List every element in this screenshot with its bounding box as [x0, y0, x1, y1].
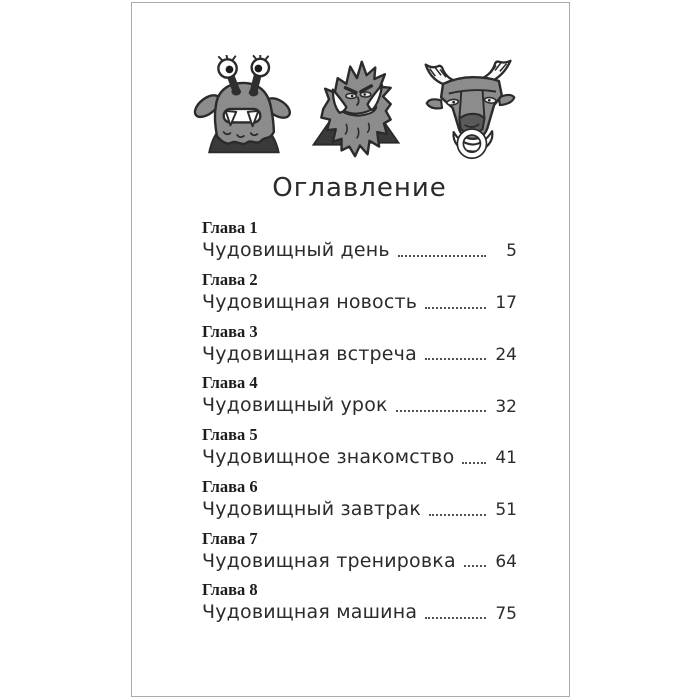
- toc-entry: [202, 219, 517, 262]
- toc-entry: [202, 374, 517, 417]
- slug-monster-icon: [189, 55, 295, 161]
- chapter-page-number: 41: [495, 448, 517, 469]
- toc-entry: [202, 271, 517, 314]
- chapter-title: Чудовищная тренировка: [202, 549, 456, 572]
- chapter-page-number: 32: [495, 396, 517, 417]
- chapter-page-number: 75: [495, 603, 517, 624]
- chapter-line: [202, 601, 517, 624]
- dot-leader: [398, 255, 486, 257]
- chapter-line: [202, 446, 517, 469]
- chapter-line: [202, 498, 517, 521]
- chapter-page-number: 5: [506, 241, 517, 262]
- chapter-header: Глава 6: [202, 476, 258, 496]
- toc-list: [202, 219, 517, 624]
- chapter-header: Глава 7: [202, 528, 258, 548]
- toc-entry: [202, 478, 517, 521]
- toc-entry: [202, 426, 517, 469]
- dot-leader: [425, 358, 486, 360]
- chapter-header: Глава 2: [202, 269, 258, 289]
- dot-leader: [429, 514, 486, 516]
- chapter-page-number: 24: [495, 344, 517, 365]
- dot-leader: [425, 617, 486, 619]
- page-title: Оглавление: [272, 173, 447, 203]
- chapter-title: Чудовищная машина: [202, 601, 418, 624]
- dot-leader: [396, 410, 486, 412]
- chapter-page-number: 64: [495, 551, 517, 572]
- toc-entry: [202, 530, 517, 573]
- chapter-title: Чудовищная новость: [202, 290, 418, 313]
- chapter-title: Чудовищная встреча: [202, 342, 417, 365]
- chapter-title: Чудовищный день: [202, 238, 390, 261]
- bull-monster-icon: [417, 55, 523, 161]
- chapter-line: [202, 239, 517, 262]
- dot-leader: [462, 462, 486, 464]
- chapter-title: Чудовищное знакомство: [202, 446, 455, 469]
- chapter-line: [202, 394, 517, 417]
- toc-entry: [202, 323, 517, 366]
- chapter-line: [202, 343, 517, 366]
- chapter-header: Глава 3: [202, 321, 258, 341]
- chapter-header: Глава 4: [202, 373, 258, 393]
- book-page: [131, 2, 570, 697]
- chapter-page-number: 17: [495, 293, 517, 314]
- dot-leader: [464, 565, 486, 567]
- monster-illustrations: [142, 3, 569, 161]
- chapter-line: [202, 550, 517, 573]
- chapter-title: Чудовищный завтрак: [202, 497, 422, 520]
- chapter-header: Глава 8: [202, 580, 258, 600]
- chapter-page-number: 51: [495, 500, 517, 521]
- yeti-monster-icon: [303, 55, 409, 161]
- chapter-header: Глава 5: [202, 425, 258, 445]
- chapter-header: Глава 1: [202, 218, 258, 237]
- dot-leader: [425, 307, 486, 309]
- toc-entry: [202, 581, 517, 624]
- chapter-line: [202, 291, 517, 314]
- chapter-title: Чудовищный урок: [202, 394, 388, 417]
